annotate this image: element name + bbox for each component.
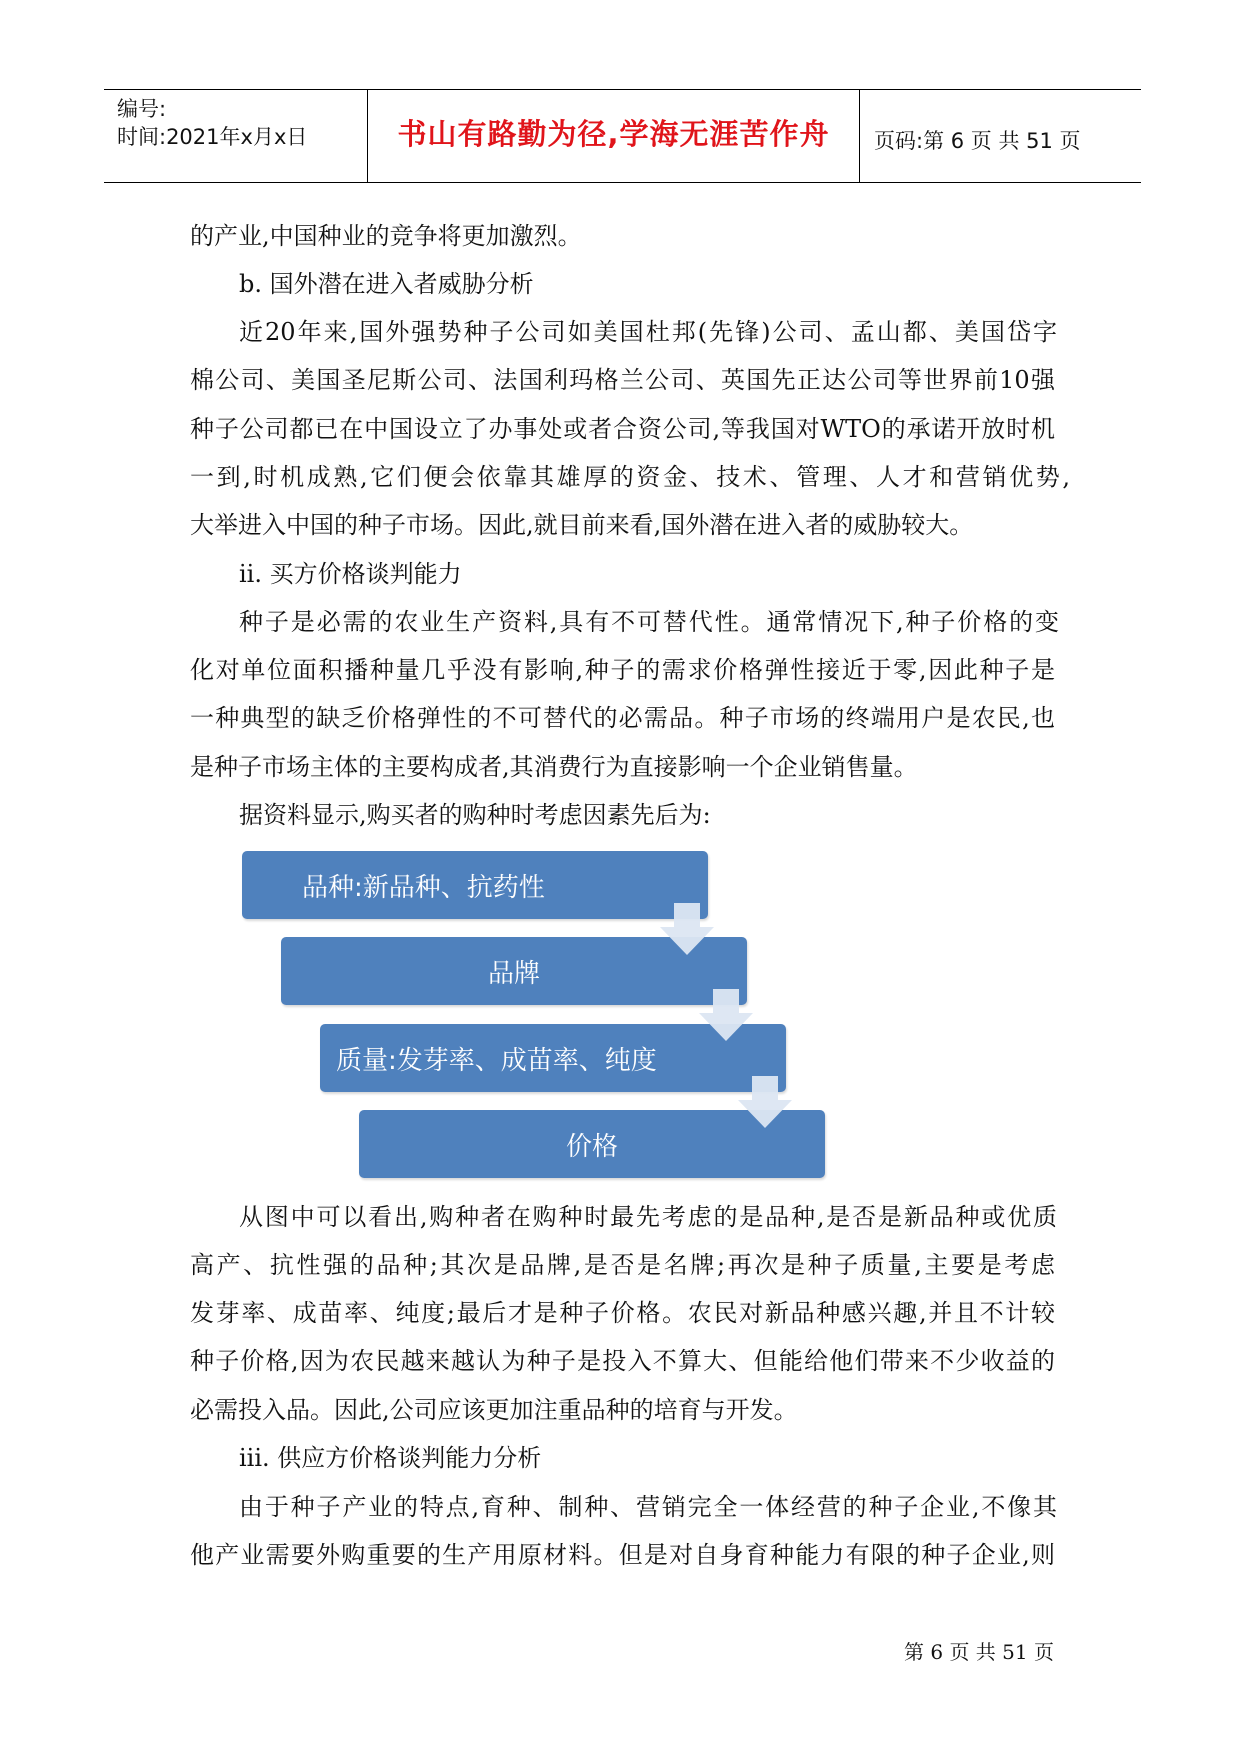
subheading: iii. 供应方价格谈判能力分析 <box>239 1444 542 1472</box>
header-bottom-rule <box>104 182 1141 183</box>
text-line: 的产业,中国种业的竞争将更加激烈。 <box>190 222 582 250</box>
diagram-step-label: 价格 <box>565 1131 618 1162</box>
text-line: 是种子市场主体的主要构成者,其消费行为直接影响一个企业销售量。 <box>190 753 918 781</box>
text-line: 发芽率、成苗率、纯度;最后才是种子价格。农民对新品种感兴趣,并且不计较 <box>190 1299 1055 1327</box>
diagram-step-variety <box>242 851 708 919</box>
text-line: 种子公司都已在中国设立了办事处或者合资公司,等我国对WTO的承诺开放时机 <box>190 415 1055 443</box>
header-top-rule <box>104 89 1141 90</box>
text-line: 种子是必需的农业生产资料,具有不可替代性。通常情况下,种子价格的变 <box>239 608 1059 636</box>
text-line: 一到,时机成熟,它们便会依靠其雄厚的资金、技术、管理、人才和营销优势, <box>190 463 1070 491</box>
subheading: b. 国外潜在进入者威胁分析 <box>239 270 534 298</box>
diagram-step-label: 品种:新品种、抗药性 <box>302 872 545 903</box>
doc-time-label: 时间:2021年x月x日 <box>117 125 308 149</box>
text-line: 由于种子产业的特点,育种、制种、营销完全一体经营的种子企业,不像其 <box>239 1493 1057 1521</box>
diagram-step-label: 品牌 <box>487 958 540 989</box>
down-arrow-icon <box>660 903 714 955</box>
text-line: 必需投入品。因此,公司应该更加注重品种的培育与开发。 <box>190 1396 798 1424</box>
header-page-label: 页码:第 6 页 共 51 页 <box>874 129 1081 153</box>
down-arrow-icon <box>738 1076 792 1128</box>
header-motto: 书山有路勤为径,学海无涯苦作舟 <box>397 117 830 151</box>
text-line: 种子价格,因为农民越来越认为种子是投入不算大、但能给他们带来不少收益的 <box>190 1347 1055 1375</box>
page-footer: 第 6 页 共 51 页 <box>904 1640 1054 1664</box>
down-arrow-icon <box>699 989 753 1041</box>
text-line: 从图中可以看出,购种者在购种时最先考虑的是品种,是否是新品种或优质 <box>239 1203 1057 1231</box>
text-line: 据资料显示,购买者的购种时考虑因素先后为: <box>239 801 711 829</box>
text-line: 他产业需要外购重要的生产用原材料。但是对自身育种能力有限的种子企业,则 <box>190 1541 1055 1569</box>
diagram-step-label: 质量:发芽率、成苗率、纯度 <box>336 1045 657 1076</box>
text-line: 化对单位面积播种量几乎没有影响,种子的需求价格弹性接近于零,因此种子是 <box>190 656 1055 684</box>
text-line: 高产、抗性强的品种;其次是品牌,是否是名牌;再次是种子质量,主要是考虑 <box>190 1251 1055 1279</box>
text-line: 一种典型的缺乏价格弹性的不可替代的必需品。种子市场的终端用户是农民,也 <box>190 704 1055 732</box>
text-line: 大举进入中国的种子市场。因此,就目前来看,国外潜在进入者的威胁较大。 <box>190 511 974 539</box>
text-line: 棉公司、美国圣尼斯公司、法国利玛格兰公司、英国先正达公司等世界前10强 <box>190 366 1055 394</box>
text-line: 近20年来,国外强势种子公司如美国杜邦(先锋)公司、孟山都、美国岱字 <box>239 318 1057 346</box>
subheading: ii. 买方价格谈判能力 <box>239 560 462 588</box>
doc-number-label: 编号: <box>117 97 167 121</box>
header-divider-right <box>859 90 860 182</box>
